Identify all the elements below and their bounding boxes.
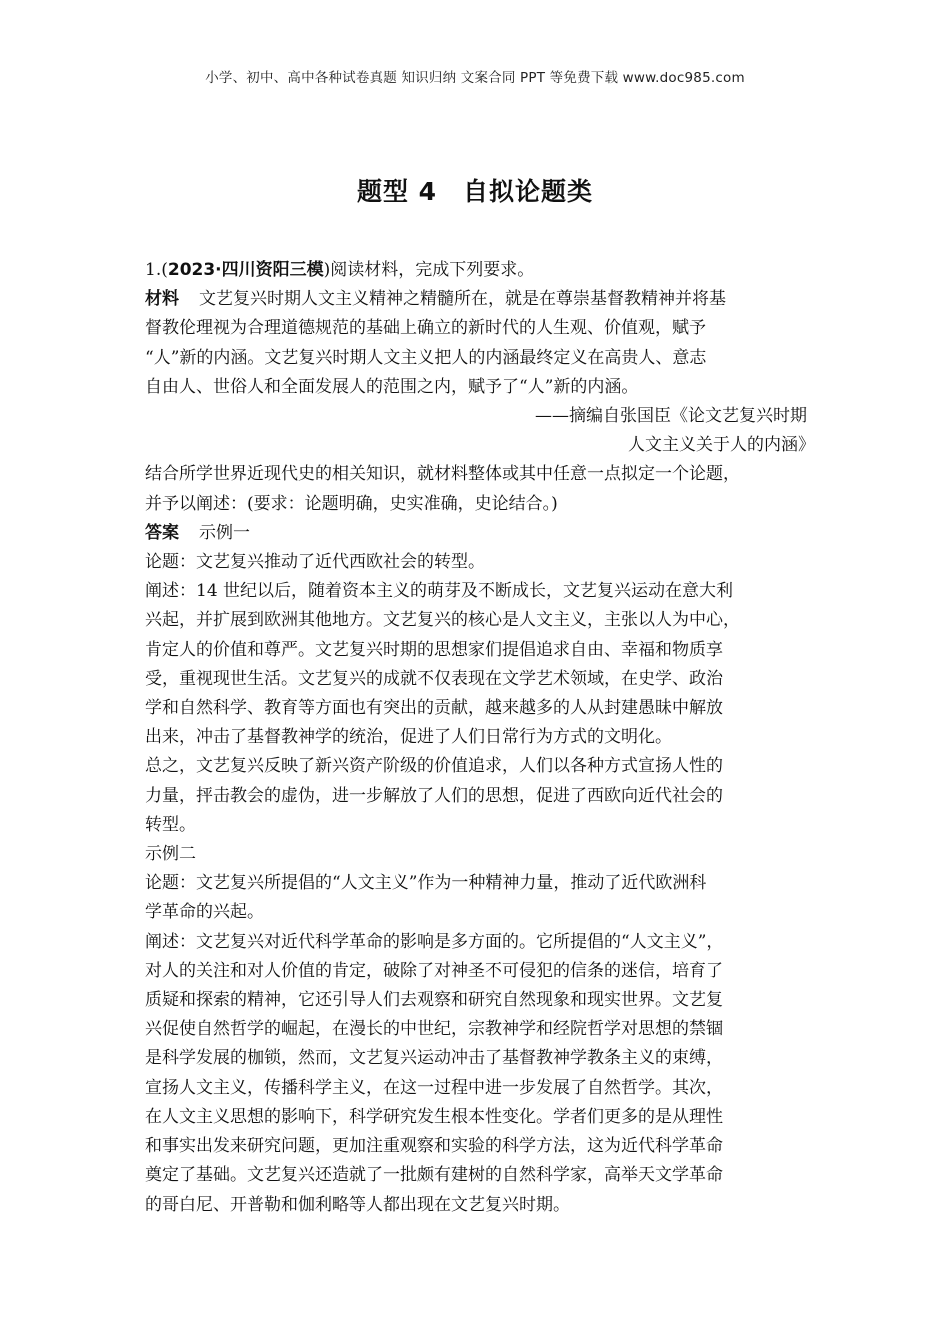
answer-line: 阐述：14 世纪以后，随着资本主义的萌芽及不断成长，文艺复兴运动在意大利 — [145, 581, 734, 602]
material-label: 材料 — [145, 289, 179, 310]
answer-line: 宣扬人文主义，传播科学主义，在这一过程中进一步发展了自然哲学。其次， — [145, 1077, 723, 1098]
question-prefix: 1.( — [145, 260, 168, 280]
page-title: 题型 4 自拟论题类 — [356, 177, 594, 206]
answer-line: 在人文主义思想的影响下，科学研究发生根本性变化。学者们更多的是从理性 — [145, 1106, 723, 1127]
task-line: 并予以阐述：(要求：论题明确，史实准确，史论结合。) — [145, 493, 558, 514]
answer-line: 奠定了基础。文艺复兴还造就了一批颇有建树的自然科学家，高举天文学革命 — [145, 1165, 723, 1186]
answer-line: 阐述：文艺复兴对近代科学革命的影响是多方面的。它所提倡的“人文主义”， — [145, 931, 724, 952]
material-line: 自由人、世俗人和全面发展人的范围之内，赋予了“人”新的内涵。 — [145, 376, 639, 397]
citation-line: 人文主义关于人的内涵》 — [628, 435, 815, 456]
task-line: 结合所学世界近现代史的相关知识，就材料整体或其中任意一点拟定一个论题， — [145, 464, 740, 485]
answer-line: 兴促使自然哲学的崛起，在漫长的中世纪，宗教神学和经院哲学对思想的禁锢 — [145, 1019, 723, 1040]
material-line: 督教伦理视为合理道德规范的基础上确立的新时代的人生观、价值观，赋予 — [145, 318, 706, 339]
answer-line: 总之，文艺复兴反映了新兴资产阶级的价值追求，人们以各种方式宣扬人性的 — [145, 756, 723, 777]
answer-line: 论题：文艺复兴所提倡的“人文主义”作为一种精神力量，推动了近代欧洲科 — [145, 873, 707, 894]
answer-line: 转型。 — [145, 814, 196, 835]
answer-line: 质疑和探索的精神，它还引导人们去观察和研究自然现象和现实世界。文艺复 — [145, 990, 723, 1011]
material-line: “人”新的内涵。文艺复兴时期人文主义把人的内涵最终定义在高贵人、意志 — [145, 347, 707, 368]
answer-line: 论题：文艺复兴推动了近代西欧社会的转型。 — [145, 552, 485, 573]
answer-line: 的哥白尼、开普勒和伽利略等人都出现在文艺复兴时期。 — [145, 1194, 570, 1215]
example2-title: 示例二 — [145, 844, 196, 865]
question-source: 2023·四川资阳三模 — [167, 260, 324, 280]
answer-line: 是科学发展的枷锁，然而，文艺复兴运动冲击了基督教神学教条主义的束缚， — [145, 1048, 723, 1069]
answer-line: 和事实出发来研究问题，更加注重观察和实验的科学方法，这为近代科学革命 — [145, 1136, 723, 1157]
answer-line: 肯定人的价值和尊严。文艺复兴时期的思想家们提倡追求自由、幸福和物质享 — [145, 639, 723, 660]
answer-line: 学和自然科学、教育等方面也有突出的贡献，越来越多的人从封建愚昧中解放 — [145, 698, 723, 719]
answer-line: 力量，抨击教会的虚伪，进一步解放了人们的思想，促进了西欧向近代社会的 — [145, 785, 723, 806]
answer-line: 出来，冲击了基督教神学的统治，促进了人们日常行为方式的文明化。 — [145, 727, 672, 748]
question-stem — [145, 256, 815, 285]
answer-line: 兴起，并扩展到欧洲其他地方。文艺复兴的核心是人文主义，主张以人为中心， — [145, 610, 740, 631]
material-line: 材料 文艺复兴时期人文主义精神之精髓所在，就是在尊崇基督教精神并将基 — [145, 289, 726, 310]
citation-line: ——摘编自张国臣《论文艺复兴时期 — [535, 406, 807, 427]
answer-label: 答案 — [145, 522, 179, 543]
answer-line: 对人的关注和对人价值的肯定，破除了对神圣不可侵犯的信条的迷信，培育了 — [145, 960, 723, 981]
example1-title: 示例一 — [199, 522, 250, 543]
page-header: 小学、初中、高中各种试卷真题 知识归纳 文案合同 PPT 等免费下载 www.doc985.com — [205, 70, 745, 86]
answer-line: 受，重视现世生活。文艺复兴的成就不仅表现在文学艺术领域，在史学、政治 — [145, 668, 723, 689]
answer-line: 学革命的兴起。 — [145, 902, 264, 923]
question-suffix: )阅读材料，完成下列要求。 — [323, 260, 535, 280]
document-body — [145, 256, 815, 1220]
answer-heading — [145, 519, 815, 548]
